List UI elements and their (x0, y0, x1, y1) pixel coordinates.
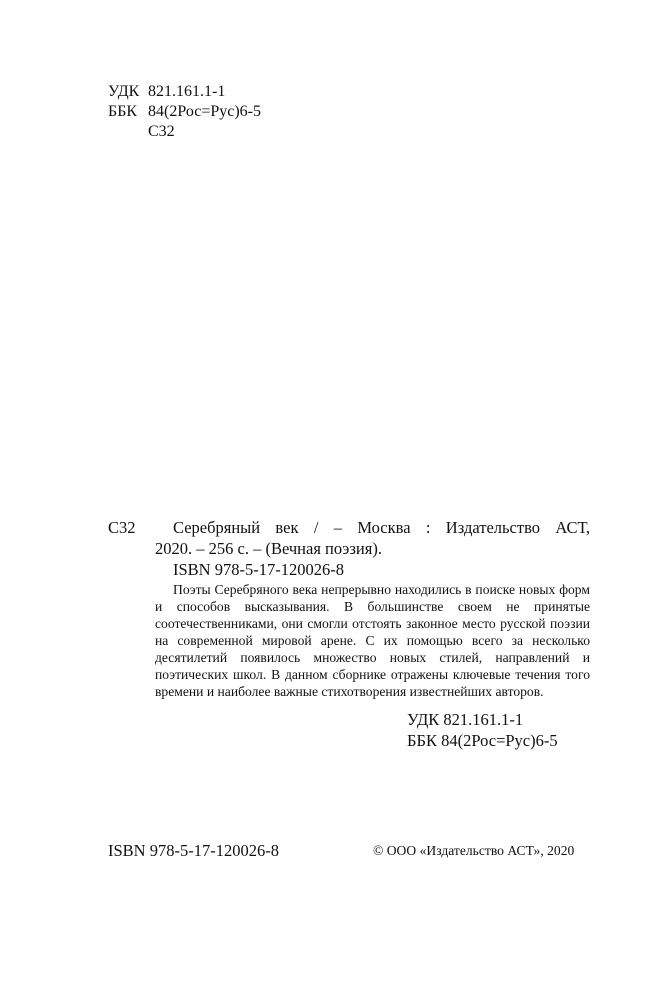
card-isbn: ISBN 978-5-17-120026-8 (173, 560, 344, 579)
card-title-line: Серебряный век / – Москва : Издательство АСТ, (173, 518, 590, 537)
udk-row (108, 82, 261, 102)
footer-isbn: ISBN 978-5-17-120026-8 (108, 841, 279, 860)
card-author-mark: С32 (108, 518, 136, 537)
card-body (155, 517, 590, 751)
bbk-label: ББК (108, 103, 138, 120)
catalog-card (108, 517, 590, 751)
card-annotation: Поэты Серебряного века непрерывно находились в поиске новых форм и способов высказывания. В большинстве своем не принятые соотечественниками, они смогли отстоять законное место русской поэзии на современной мировой арене. С их помощью всего за несколько десятилетий появилось множество новых стилей, направлений и поэтических школ. В данном сборнике отражены ключевые течения того времени и наиболее важные стихотворения известнейших авторов. (155, 582, 590, 699)
bbk-row (108, 102, 261, 122)
udk-label: УДК (108, 83, 140, 100)
card-udk: УДК 821.161.1-1 (407, 710, 524, 729)
card-bbk: ББК 84(2Рос=Рус)6-5 (407, 731, 558, 750)
card-imprint-line: 2020. – 256 с. – (Вечная поэзия). (155, 539, 382, 558)
footer-copyright: © ООО «Издательство АСТ», 2020 (373, 843, 575, 858)
bbk-value: 84(2Рос=Рус)6-5 (148, 103, 262, 120)
card-codes (155, 709, 590, 751)
classification-block (108, 82, 261, 142)
author-mark-row (108, 122, 261, 142)
author-mark: С32 (148, 123, 175, 140)
udk-value: 821.161.1-1 (148, 83, 226, 100)
